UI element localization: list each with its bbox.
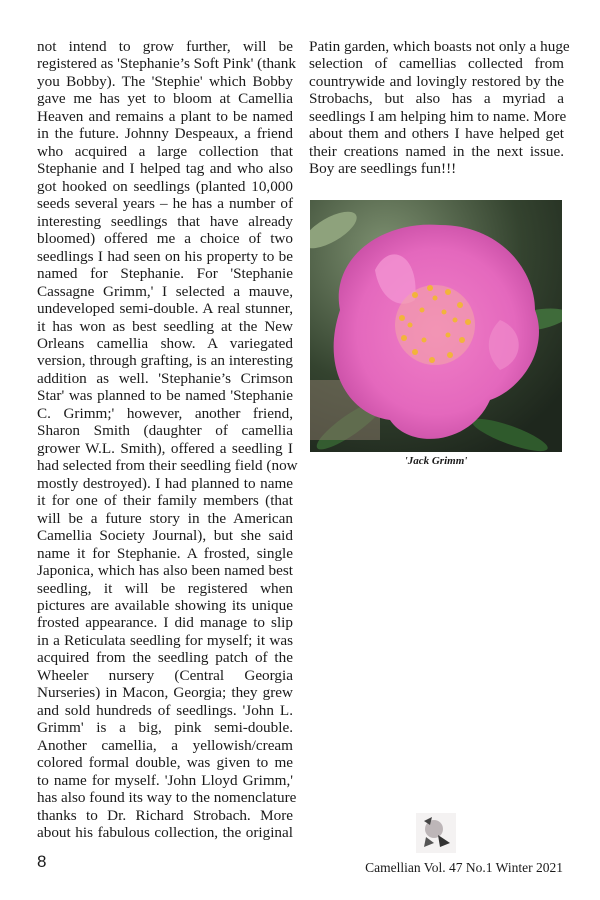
text-line: Star' was planned to be named 'Stephanie xyxy=(37,387,293,405)
text-line: addition as well. 'Stephanie’s Crimson xyxy=(37,369,293,387)
text-line: grower W.L. Smith), offered a seedling I xyxy=(37,439,293,457)
text-line: Stephanie and I helped tag and who also xyxy=(37,160,293,178)
text-line: their creations named in the next issue. xyxy=(309,142,564,160)
text-line: to name for myself. 'John Lloyd Grimm,' xyxy=(37,771,293,789)
page-number: 8 xyxy=(37,852,47,871)
text-line: will be a future story in the American xyxy=(37,509,293,527)
text-line: acquired from the seedling patch of the xyxy=(37,649,293,667)
text-line: it for one of their family members (that xyxy=(37,492,293,510)
text-line: undeveloped semi-double. A real stunner, xyxy=(37,300,293,318)
text-line: Heaven and remains a plant to be named xyxy=(37,107,293,125)
text-line: and sold hundreds of seedlings. 'John L. xyxy=(37,701,293,719)
text-line: Patin garden, which boasts not only a huge xyxy=(309,38,570,55)
text-line: got hooked on seedlings (planted 10,000 xyxy=(37,177,293,195)
text-line: has also found its way to the nomenclature xyxy=(37,789,297,807)
text-line: thanks to Dr. Richard Strobach. More xyxy=(37,806,293,824)
text-line: Cassagne Grimm,' I selected a mauve, xyxy=(37,282,293,300)
text-line: name it for Stephanie. A frosted, single xyxy=(37,544,293,562)
text-line: it has won as best seedling at the New xyxy=(37,317,293,335)
text-line: pictures are available showing its unique xyxy=(37,597,293,614)
text-line: bloomed) offered me a choice of two xyxy=(37,230,293,248)
text-line: registered as 'Stephanie’s Soft Pink' (thank xyxy=(37,55,296,73)
text-line: version, through grafting, is an interesting xyxy=(37,352,293,370)
publication-footer: Camellian Vol. 47 No.1 Winter 2021 xyxy=(365,860,563,875)
left-column-text xyxy=(37,38,298,842)
text-line: Camellia Society Journal), but she said xyxy=(37,527,293,545)
camellia-emblem-icon xyxy=(416,813,456,853)
text-line: frosted appearance. I did manage to slip xyxy=(37,614,293,632)
text-line: interesting seedlings that have already xyxy=(37,212,293,230)
text-line: you Bobby). The 'Stephie' which Bobby xyxy=(37,72,293,90)
text-line: seeds several years – he has a number of xyxy=(37,195,293,213)
text-line: C. Grimm;' however, another friend, xyxy=(37,404,293,422)
right-column-text xyxy=(309,38,570,178)
photo-caption: 'Jack Grimm' xyxy=(404,455,468,467)
text-line: seedlings I had seen on his property to be xyxy=(37,247,293,265)
text-line: seedling, it will be registered when xyxy=(37,579,293,597)
text-line: Sharon Smith (daughter of camellia xyxy=(37,422,293,440)
text-line: not intend to grow further, will be xyxy=(37,38,293,55)
text-line: Nurseries) in Macon, Georgia; they grew xyxy=(37,684,293,702)
text-line: seedlings I am helping him to name. More xyxy=(309,107,567,125)
text-line: countrywide and lovingly restored by the xyxy=(309,72,564,90)
text-line: Orleans camellia show. A variegated xyxy=(37,334,293,352)
text-line: colored formal double, was given to me xyxy=(37,754,293,772)
text-line: about his fabulous collection, the original xyxy=(37,824,293,842)
text-line: named for Stephanie. For 'Stephanie xyxy=(37,265,293,283)
text-line: selection of camellias collected from xyxy=(309,55,564,73)
camellia-flower-image xyxy=(310,200,562,452)
text-line: Grimm' is a big, pink semi-double. xyxy=(37,719,293,737)
text-line: Strobachs, but also has a myriad a xyxy=(309,90,564,108)
text-line: in the future. Johnny Despeaux, a friend xyxy=(37,125,293,143)
text-line: about them and others I have helped get xyxy=(309,125,564,143)
text-line: Japonica, which has also been named best xyxy=(37,562,293,580)
text-line: who acquired a large collection that xyxy=(37,142,293,160)
text-line: gave me has yet to bloom at Camellia xyxy=(37,90,293,108)
text-line: had selected from their seedling field (now xyxy=(37,457,298,475)
text-line: mostly destroyed). I had planned to name xyxy=(37,474,293,492)
text-line: Boy are seedlings fun!!! xyxy=(309,160,457,178)
text-line: in a Reticulata seedling for myself; it was xyxy=(37,631,293,649)
camellia-photo xyxy=(310,200,562,452)
text-line: Another camellia, a yellowish/cream xyxy=(37,736,293,754)
text-line: Wheeler nursery (Central Georgia xyxy=(37,666,293,684)
